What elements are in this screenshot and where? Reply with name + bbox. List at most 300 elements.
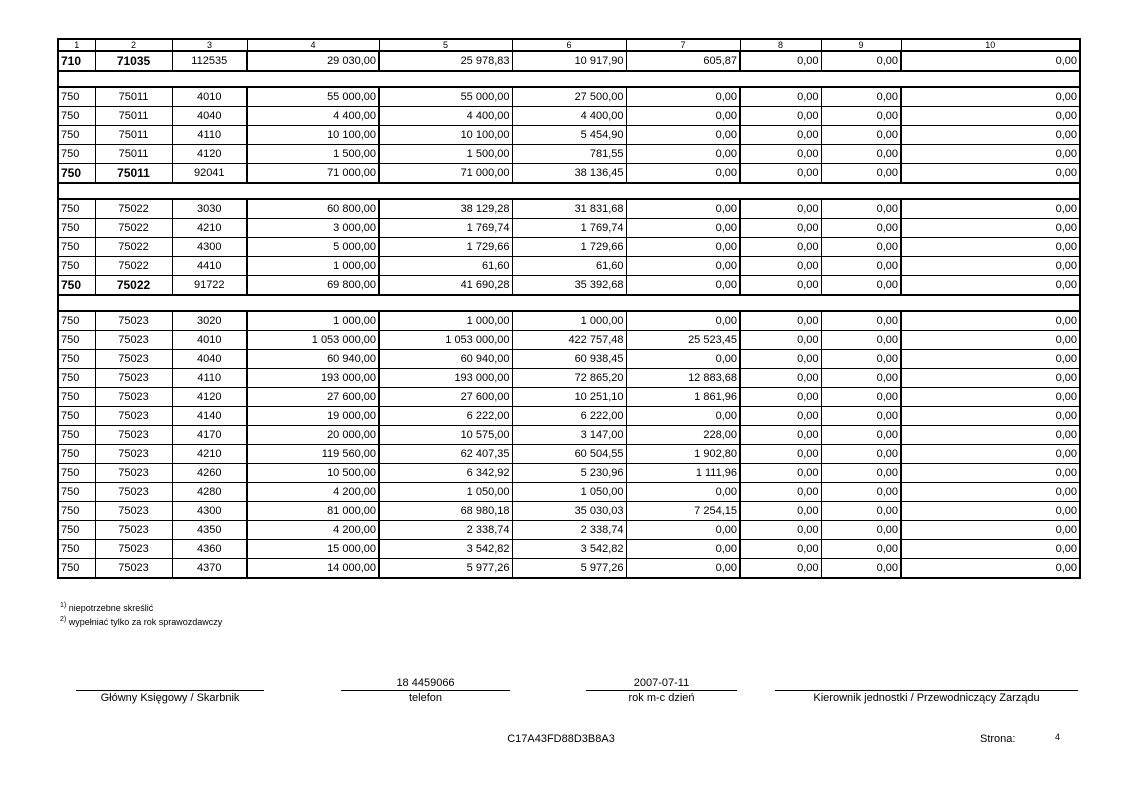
table-cell: 0,00 (740, 388, 821, 407)
table-cell: 4 400,00 (247, 107, 379, 126)
table-row (58, 219, 1080, 238)
table-row (58, 540, 1080, 559)
table-cell: 750 (58, 388, 95, 407)
table-cell: 0,00 (901, 126, 1080, 145)
table-cell: 0,00 (626, 219, 740, 238)
table-cell: 75023 (95, 464, 172, 483)
table-row (58, 311, 1080, 331)
table-cell: 0,00 (821, 145, 901, 164)
table-cell: 4300 (172, 502, 247, 521)
table-cell: 27 600,00 (247, 388, 379, 407)
table-cell: 0,00 (740, 51, 821, 71)
table-cell: 60 940,00 (247, 350, 379, 369)
table-cell: 1 500,00 (379, 145, 512, 164)
table-cell: 4 200,00 (247, 521, 379, 540)
table-cell: 75022 (95, 257, 172, 276)
table-cell: 1 729,66 (512, 238, 626, 257)
table-cell: 0,00 (901, 559, 1080, 579)
table-cell: 605,87 (626, 51, 740, 71)
table-cell: 29 030,00 (247, 51, 379, 71)
table-cell: 4010 (172, 87, 247, 107)
summary-row (58, 51, 1080, 71)
table-cell: 750 (58, 540, 95, 559)
table-cell: 1 000,00 (512, 311, 626, 331)
table-cell: 0,00 (740, 559, 821, 579)
report-table-wrapper (57, 38, 1079, 579)
table-cell: 60 938,45 (512, 350, 626, 369)
table-cell: 0,00 (901, 238, 1080, 257)
table-cell: 0,00 (626, 87, 740, 107)
table-cell: 0,00 (901, 445, 1080, 464)
table-cell: 0,00 (821, 426, 901, 445)
table-row (58, 388, 1080, 407)
table-cell: 750 (58, 445, 95, 464)
table-cell: 0,00 (740, 464, 821, 483)
table-cell: 0,00 (740, 87, 821, 107)
table-row (58, 559, 1080, 579)
table-cell: 0,00 (626, 483, 740, 502)
table-cell: 0,00 (626, 350, 740, 369)
table-cell: 0,00 (740, 164, 821, 184)
table-cell: 4210 (172, 445, 247, 464)
table-cell: 0,00 (901, 540, 1080, 559)
table-cell: 750 (58, 331, 95, 350)
table-cell: 0,00 (626, 407, 740, 426)
table-cell: 3 000,00 (247, 219, 379, 238)
table-cell: 4120 (172, 388, 247, 407)
table-cell: 35 030,03 (512, 502, 626, 521)
table-cell: 0,00 (901, 388, 1080, 407)
signature-phone (341, 676, 510, 705)
table-cell: 0,00 (901, 464, 1080, 483)
table-cell: 3020 (172, 311, 247, 331)
table-cell: 10 575,00 (379, 426, 512, 445)
table-cell: 0,00 (901, 107, 1080, 126)
table-cell: 0,00 (740, 107, 821, 126)
table-cell: 0,00 (626, 238, 740, 257)
table-cell: 0,00 (740, 502, 821, 521)
signature-accountant-value (76, 676, 264, 690)
table-cell: 1 053 000,00 (247, 331, 379, 350)
table-cell: 5 230,96 (512, 464, 626, 483)
table-row (58, 464, 1080, 483)
table-cell: 0,00 (901, 369, 1080, 388)
table-cell: 0,00 (821, 464, 901, 483)
table-cell: 60 504,55 (512, 445, 626, 464)
table-cell: 3 542,82 (512, 540, 626, 559)
header-row (58, 39, 1080, 51)
table-cell: 75023 (95, 521, 172, 540)
table-cell: 193 000,00 (247, 369, 379, 388)
table-cell: 75011 (95, 164, 172, 184)
table-cell: 0,00 (740, 219, 821, 238)
table-cell: 10 100,00 (247, 126, 379, 145)
table-cell: 10 100,00 (379, 126, 512, 145)
table-cell: 75023 (95, 445, 172, 464)
table-cell: 0,00 (901, 521, 1080, 540)
table-row (58, 426, 1080, 445)
table-cell: 0,00 (740, 445, 821, 464)
group-separator (58, 71, 1080, 87)
table-cell: 2 338,74 (379, 521, 512, 540)
table-cell: 0,00 (740, 145, 821, 164)
table-cell: 1 861,96 (626, 388, 740, 407)
table-cell: 0,00 (626, 521, 740, 540)
table-cell: 68 980,18 (379, 502, 512, 521)
table-row (58, 87, 1080, 107)
table-cell: 4120 (172, 145, 247, 164)
table-cell: 0,00 (740, 238, 821, 257)
table-cell: 31 831,68 (512, 199, 626, 219)
table-cell: 25 523,45 (626, 331, 740, 350)
table-cell: 0,00 (821, 559, 901, 579)
table-cell: 2 338,74 (512, 521, 626, 540)
table-cell: 5 454,90 (512, 126, 626, 145)
table-cell: 0,00 (740, 407, 821, 426)
table-cell: 6 222,00 (512, 407, 626, 426)
table-cell: 0,00 (626, 126, 740, 145)
table-cell: 1 902,80 (626, 445, 740, 464)
table-cell: 4040 (172, 107, 247, 126)
table-cell: 4110 (172, 126, 247, 145)
table-cell: 75023 (95, 540, 172, 559)
report-table (57, 38, 1081, 579)
table-cell: 71 000,00 (379, 164, 512, 184)
table-row (58, 238, 1080, 257)
table-cell: 750 (58, 164, 95, 184)
table-cell: 61,60 (379, 257, 512, 276)
table-cell: 750 (58, 238, 95, 257)
table-cell: 6 342,92 (379, 464, 512, 483)
table-cell: 41 690,28 (379, 276, 512, 296)
table-row (58, 407, 1080, 426)
phone-value: 18 4459066 (396, 677, 455, 689)
table-cell: 0,00 (626, 107, 740, 126)
table-cell: 0,00 (740, 350, 821, 369)
table-cell: 0,00 (626, 164, 740, 184)
table-cell: 60 940,00 (379, 350, 512, 369)
table-cell: 750 (58, 87, 95, 107)
table-cell: 20 000,00 (247, 426, 379, 445)
table-cell: 38 129,28 (379, 199, 512, 219)
table-cell: 0,00 (740, 126, 821, 145)
table-cell: 0,00 (821, 502, 901, 521)
table-cell: 781,55 (512, 145, 626, 164)
table-cell: 0,00 (821, 276, 901, 296)
group-separator (58, 295, 1080, 311)
table-cell: 0,00 (901, 483, 1080, 502)
table-cell: 710 (58, 51, 95, 71)
table-cell: 91722 (172, 276, 247, 296)
phone-label: telefon (408, 692, 443, 704)
table-cell: 750 (58, 276, 95, 296)
table-cell: 750 (58, 350, 95, 369)
table-cell: 0,00 (626, 311, 740, 331)
table-row (58, 107, 1080, 126)
table-cell: 0,00 (821, 407, 901, 426)
table-cell: 0,00 (626, 276, 740, 296)
table-cell: 75023 (95, 388, 172, 407)
table-cell: 35 392,68 (512, 276, 626, 296)
table-cell: 0,00 (740, 276, 821, 296)
table-cell: 0,00 (901, 219, 1080, 238)
table-cell: 12 883,68 (626, 369, 740, 388)
table-cell: 750 (58, 126, 95, 145)
footnote (60, 614, 222, 628)
signature-accountant (76, 676, 264, 705)
footnotes (60, 600, 222, 628)
footnote-mark: 2) (60, 616, 67, 623)
table-cell: 5 977,26 (512, 559, 626, 579)
date-label: rok m-c dzień (628, 692, 695, 704)
table-cell: 69 800,00 (247, 276, 379, 296)
table-cell: 750 (58, 311, 95, 331)
table-cell: 0,00 (901, 87, 1080, 107)
table-cell: 193 000,00 (379, 369, 512, 388)
table-cell: 71035 (95, 51, 172, 71)
table-cell: 4010 (172, 331, 247, 350)
table-cell: 1 500,00 (247, 145, 379, 164)
footnote-text: niepotrzebne skreślić (68, 603, 154, 613)
table-cell: 0,00 (821, 257, 901, 276)
table-cell: 3 542,82 (379, 540, 512, 559)
table-cell: 0,00 (821, 540, 901, 559)
table-cell: 750 (58, 107, 95, 126)
table-cell: 0,00 (821, 311, 901, 331)
table-cell: 750 (58, 145, 95, 164)
table-cell: 0,00 (821, 350, 901, 369)
table-cell: 750 (58, 257, 95, 276)
table-row (58, 331, 1080, 350)
table-cell: 0,00 (626, 145, 740, 164)
table-cell: 1 000,00 (247, 257, 379, 276)
column-header: 6 (512, 39, 626, 51)
table-row (58, 145, 1080, 164)
table-cell: 0,00 (901, 502, 1080, 521)
footnote-text: wypełniać tylko za rok sprawozdawczy (68, 617, 223, 627)
table-cell: 0,00 (821, 51, 901, 71)
table-cell: 6 222,00 (379, 407, 512, 426)
table-cell: 0,00 (740, 331, 821, 350)
table-cell: 1 769,74 (379, 219, 512, 238)
table-row (58, 257, 1080, 276)
table-cell: 1 050,00 (379, 483, 512, 502)
table-cell: 3030 (172, 199, 247, 219)
table-cell: 4350 (172, 521, 247, 540)
table-cell: 0,00 (901, 426, 1080, 445)
table-cell: 10 500,00 (247, 464, 379, 483)
footnote (60, 600, 222, 614)
table-cell: 38 136,45 (512, 164, 626, 184)
table-cell: 0,00 (740, 257, 821, 276)
table-cell: 75023 (95, 502, 172, 521)
table-cell: 4110 (172, 369, 247, 388)
page-label: Strona: (980, 733, 1016, 745)
table-row (58, 126, 1080, 145)
table-cell: 1 769,74 (512, 219, 626, 238)
table-cell: 422 757,48 (512, 331, 626, 350)
table-row (58, 350, 1080, 369)
table-row (58, 483, 1080, 502)
table-cell: 25 978,83 (379, 51, 512, 71)
table-cell: 0,00 (821, 199, 901, 219)
table-cell: 27 600,00 (379, 388, 512, 407)
table-cell: 75023 (95, 426, 172, 445)
table-cell: 0,00 (626, 559, 740, 579)
table-cell: 0,00 (821, 483, 901, 502)
column-header: 7 (626, 39, 740, 51)
table-cell: 0,00 (821, 126, 901, 145)
table-cell: 14 000,00 (247, 559, 379, 579)
table-cell: 750 (58, 464, 95, 483)
table-cell: 4 400,00 (379, 107, 512, 126)
column-header: 8 (740, 39, 821, 51)
table-cell: 4280 (172, 483, 247, 502)
table-cell: 75022 (95, 276, 172, 296)
table-cell: 1 000,00 (247, 311, 379, 331)
table-cell: 1 000,00 (379, 311, 512, 331)
table-cell: 0,00 (901, 51, 1080, 71)
table-cell: 81 000,00 (247, 502, 379, 521)
table-cell: 75022 (95, 238, 172, 257)
table-cell: 1 050,00 (512, 483, 626, 502)
signature-manager (775, 676, 1078, 705)
table-cell: 750 (58, 407, 95, 426)
table-cell: 0,00 (901, 164, 1080, 184)
table-cell: 4360 (172, 540, 247, 559)
table-cell: 0,00 (740, 483, 821, 502)
table-cell: 0,00 (901, 257, 1080, 276)
table-cell: 0,00 (901, 350, 1080, 369)
table-cell: 750 (58, 219, 95, 238)
table-cell: 0,00 (740, 540, 821, 559)
table-cell: 4260 (172, 464, 247, 483)
table-cell: 4140 (172, 407, 247, 426)
table-cell: 5 977,26 (379, 559, 512, 579)
summary-row (58, 164, 1080, 184)
table-cell: 61,60 (512, 257, 626, 276)
date-value: 2007-07-11 (633, 677, 690, 689)
table-cell: 3 147,00 (512, 426, 626, 445)
table-cell: 0,00 (740, 426, 821, 445)
column-header: 5 (379, 39, 512, 51)
table-cell: 4210 (172, 219, 247, 238)
table-cell: 0,00 (821, 369, 901, 388)
table-cell: 0,00 (901, 311, 1080, 331)
table-cell: 4370 (172, 559, 247, 579)
table-cell: 0,00 (821, 331, 901, 350)
table-cell: 4300 (172, 238, 247, 257)
signature-manager-value (775, 676, 1078, 690)
table-cell: 19 000,00 (247, 407, 379, 426)
table-cell: 0,00 (821, 238, 901, 257)
table-cell: 75023 (95, 350, 172, 369)
table-cell: 10 917,90 (512, 51, 626, 71)
table-cell: 4170 (172, 426, 247, 445)
column-header: 2 (95, 39, 172, 51)
table-cell: 750 (58, 521, 95, 540)
table-row (58, 445, 1080, 464)
table-cell: 750 (58, 199, 95, 219)
table-row (58, 199, 1080, 219)
table-cell: 0,00 (740, 521, 821, 540)
table-cell: 119 560,00 (247, 445, 379, 464)
table-cell: 0,00 (740, 199, 821, 219)
table-cell: 0,00 (901, 145, 1080, 164)
table-cell: 75023 (95, 483, 172, 502)
table-cell: 27 500,00 (512, 87, 626, 107)
table-cell: 75022 (95, 219, 172, 238)
group-separator (58, 183, 1080, 199)
table-cell: 0,00 (740, 369, 821, 388)
summary-row (58, 276, 1080, 296)
column-header: 10 (901, 39, 1080, 51)
table-cell: 75023 (95, 331, 172, 350)
table-cell: 0,00 (821, 388, 901, 407)
table-cell: 228,00 (626, 426, 740, 445)
page-number: 4 (1055, 732, 1061, 742)
table-cell: 15 000,00 (247, 540, 379, 559)
table-cell: 0,00 (901, 199, 1080, 219)
table-cell: 75011 (95, 126, 172, 145)
table-cell: 0,00 (626, 257, 740, 276)
signature-date (586, 676, 737, 705)
column-header: 4 (247, 39, 379, 51)
table-cell: 750 (58, 483, 95, 502)
table-cell: 62 407,35 (379, 445, 512, 464)
table-cell: 750 (58, 559, 95, 579)
document-code: C17A43FD88D3B8A3 (507, 733, 615, 745)
table-cell: 75011 (95, 87, 172, 107)
table-cell: 1 111,96 (626, 464, 740, 483)
table-cell: 92041 (172, 164, 247, 184)
table-cell: 750 (58, 426, 95, 445)
table-cell: 75023 (95, 559, 172, 579)
table-cell: 0,00 (821, 521, 901, 540)
footnote-mark: 1) (60, 602, 67, 609)
table-cell: 75011 (95, 107, 172, 126)
column-header: 9 (821, 39, 901, 51)
table-row (58, 502, 1080, 521)
table-cell: 72 865,20 (512, 369, 626, 388)
table-cell: 4410 (172, 257, 247, 276)
table-cell: 0,00 (901, 276, 1080, 296)
table-cell: 4040 (172, 350, 247, 369)
table-cell: 0,00 (821, 87, 901, 107)
table-cell: 0,00 (821, 445, 901, 464)
table-cell: 71 000,00 (247, 164, 379, 184)
table-cell: 0,00 (821, 164, 901, 184)
table-cell: 0,00 (740, 311, 821, 331)
table-row (58, 521, 1080, 540)
column-header: 1 (58, 39, 95, 51)
table-cell: 1 053 000,00 (379, 331, 512, 350)
table-cell: 4 200,00 (247, 483, 379, 502)
table-cell: 75022 (95, 199, 172, 219)
table-cell: 112535 (172, 51, 247, 71)
table-cell: 75023 (95, 407, 172, 426)
table-cell: 4 400,00 (512, 107, 626, 126)
table-cell: 5 000,00 (247, 238, 379, 257)
signature-accountant-label: Główny Księgowy / Skarbnik (100, 692, 240, 704)
column-header: 3 (172, 39, 247, 51)
signature-manager-label: Kierownik jednostki / Przewodniczący Zarządu (813, 692, 1040, 704)
table-cell: 750 (58, 369, 95, 388)
table-cell: 75011 (95, 145, 172, 164)
table-cell: 0,00 (901, 331, 1080, 350)
table-cell: 0,00 (626, 199, 740, 219)
table-cell: 0,00 (901, 407, 1080, 426)
